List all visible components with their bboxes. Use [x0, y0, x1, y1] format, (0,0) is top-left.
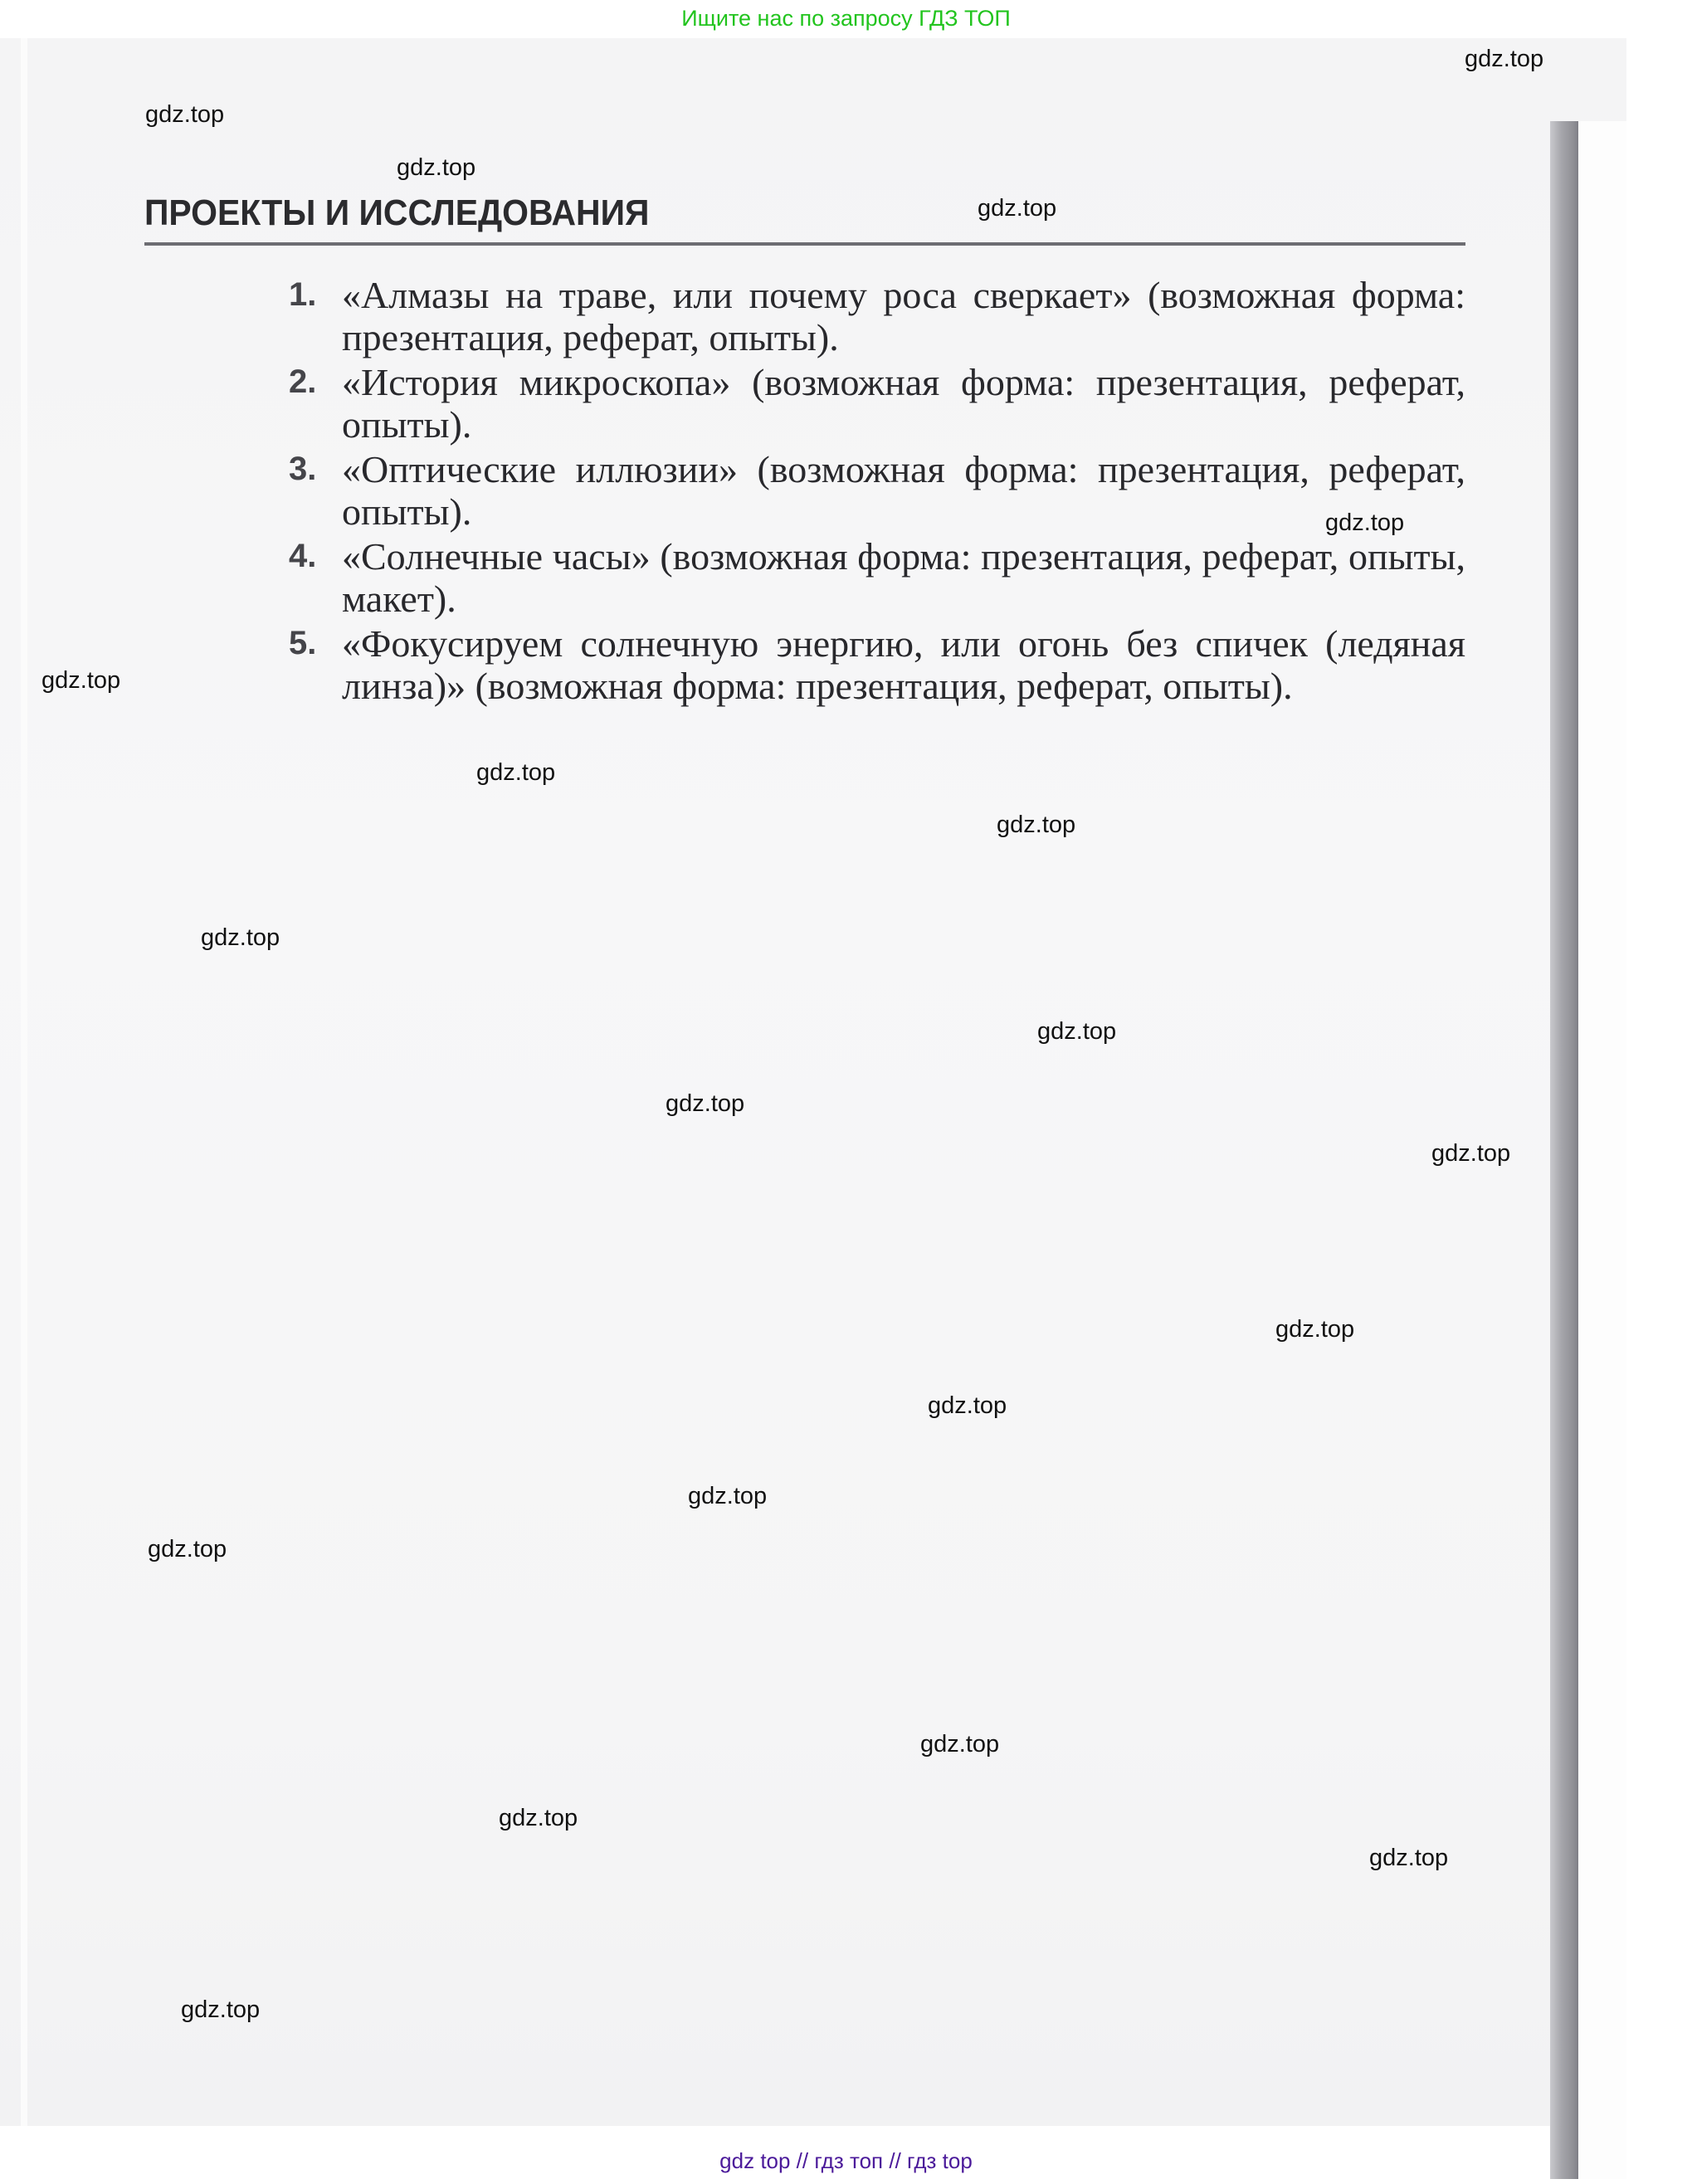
top-banner: [0, 0, 1692, 37]
project-item: [289, 622, 1465, 707]
watermark-text: gdz.top: [499, 1805, 578, 1831]
footer-text: gdz top // гдз топ // гдз top: [719, 2148, 973, 2173]
item-number: 1.: [289, 276, 317, 313]
item-text: «Оптические иллюзии» (возможная форма: презентация, реферат, опыты).: [342, 448, 1465, 533]
watermark-text: gdz.top: [997, 812, 1076, 838]
page-margin-strip: [1578, 121, 1626, 2179]
item-number: 2.: [289, 363, 317, 400]
item-text: «Фокусируем солнечную энергию, или огонь без спичек (ледяная линза)» (возможная форма: презентация, реферат, опыты).: [342, 622, 1465, 707]
watermark-text: gdz.top: [920, 1731, 1000, 1757]
watermark-text: gdz.top: [41, 667, 121, 694]
watermark-text: gdz.top: [1431, 1140, 1511, 1167]
watermark-text: gdz.top: [666, 1090, 745, 1117]
projects-list: [289, 274, 1465, 709]
watermark-text: gdz.top: [181, 1996, 261, 2023]
item-number: 5.: [289, 625, 317, 661]
project-item: [289, 274, 1465, 358]
watermark-text: gdz.top: [688, 1483, 768, 1509]
item-text: «Солнечные часы» (возможная форма: презентация, реферат, опыты, макет).: [342, 535, 1465, 620]
section-title: ПРОЕКТЫ И ИССЛЕДОВАНИЯ: [144, 193, 650, 233]
watermark-text: gdz.top: [397, 154, 476, 181]
watermark-text: gdz.top: [145, 101, 225, 128]
project-item: [289, 448, 1465, 533]
page-binding-shadow: [1550, 121, 1578, 2179]
watermark-text: gdz.top: [1037, 1018, 1117, 1045]
watermark-text: gdz.top: [1369, 1845, 1449, 1871]
project-item: [289, 361, 1465, 446]
item-number: 3.: [289, 451, 317, 487]
watermark-text: gdz.top: [928, 1392, 1007, 1419]
item-number: 4.: [289, 538, 317, 574]
watermark-text: gdz.top: [978, 195, 1057, 222]
top-banner-text: Ищите нас по запросу ГДЗ ТОП: [681, 6, 1011, 31]
item-text: «Алмазы на траве, или почему роса сверкает» (возможная форма: презентация, реферат, опыты).: [342, 274, 1465, 358]
watermark-text: gdz.top: [201, 924, 280, 951]
watermark-text: gdz.top: [1275, 1316, 1355, 1343]
watermark-text: gdz.top: [148, 1536, 227, 1562]
item-text: «История микроскопа» (возможная форма: презентация, реферат, опыты).: [342, 361, 1465, 446]
footer: [0, 2143, 1692, 2184]
project-item: [289, 535, 1465, 620]
title-divider: [144, 242, 1465, 246]
watermark-text: gdz.top: [1465, 46, 1544, 72]
watermark-text: gdz.top: [476, 759, 556, 786]
watermark-text: gdz.top: [1325, 509, 1405, 536]
